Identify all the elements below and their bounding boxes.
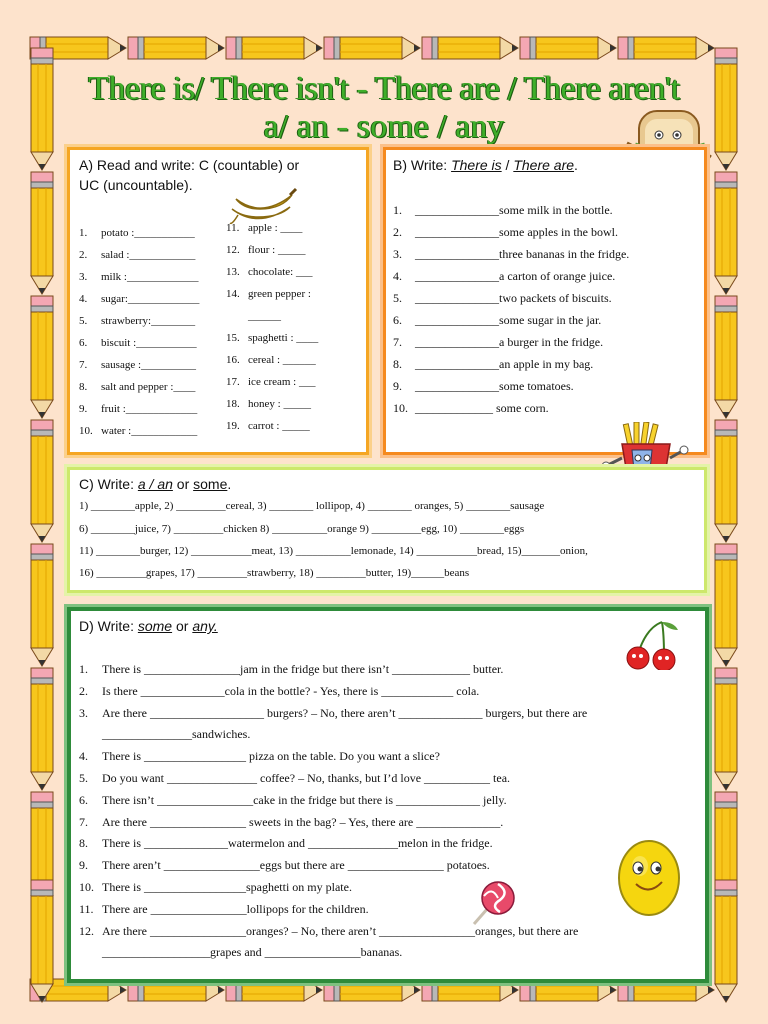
item-text: _____________ some corn. (415, 401, 549, 415)
item-text: ______________some tomatoes. (415, 379, 574, 393)
item-number: 3. (79, 271, 88, 283)
item-number: 10. (79, 879, 94, 894)
item-number: 9. (79, 403, 88, 415)
item-text: ______________some sugar in the jar. (415, 313, 602, 327)
item-text: ______________two packets of biscuits. (415, 291, 612, 305)
section-a-item (79, 227, 219, 249)
item-text: Are there ___________________ burgers? – No, there aren’t ______________ burgers, but there are (102, 705, 588, 720)
section-a-item (226, 332, 356, 354)
section-a-item (79, 271, 219, 293)
item-number: 7. (79, 359, 88, 371)
section-a-item (79, 293, 219, 315)
item-number: 7. (79, 814, 88, 829)
section-a-item (226, 376, 356, 398)
section-d-heading: D) Write: some or any. (79, 618, 218, 634)
item-number: 5. (79, 770, 88, 785)
item-number: 4. (393, 269, 402, 283)
section-a-item (226, 244, 356, 266)
item-number: 3. (79, 705, 88, 720)
item-number: 5. (79, 315, 88, 327)
item-text: ______________an apple in my bag. (415, 357, 594, 371)
section-a-item (226, 310, 356, 332)
item-text: biscuit :___________ (101, 337, 197, 349)
item-text: fruit :_____________ (101, 403, 198, 415)
item-number: 19. (226, 420, 240, 432)
item-text: ______________a carton of orange juice. (415, 269, 616, 283)
item-number: 2. (79, 249, 88, 261)
section-b-item (393, 357, 693, 379)
item-number: 6. (393, 313, 402, 327)
item-number: 18. (226, 398, 240, 410)
item-text: Are there ________________ sweets in the bag? – Yes, there are ______________. (102, 814, 504, 829)
item-text: chocolate: ___ (248, 266, 313, 278)
section-c-line: 11) ________burger, 12) ___________meat, 13) __________lemonade, 14) ___________bread, 15)_______onion, (79, 545, 588, 557)
section-b-item (393, 291, 693, 313)
item-number: 8. (79, 836, 88, 851)
section-a-item (79, 359, 219, 381)
section-b-item (393, 247, 693, 269)
item-text: milk :_____________ (101, 271, 199, 283)
page-subtitle: a/ an - some / any (263, 108, 505, 145)
item-text: There is ______________watermelon and _______________melon in the fridge. (102, 836, 493, 851)
section-b-item (393, 225, 693, 247)
section-a-right-list (226, 222, 356, 442)
section-a-item (79, 249, 219, 271)
item-text: green pepper : (248, 288, 311, 300)
section-a-item (79, 315, 219, 337)
item-number: 10. (79, 425, 93, 437)
item-text: ______ (248, 310, 281, 322)
section-a-item (226, 222, 356, 244)
item-text: ice cream : ___ (248, 376, 316, 388)
section-b-list (393, 203, 693, 423)
section-b-item (393, 335, 693, 357)
item-text: There is ________________jam in the fridge but there isn’t _____________ butter. (102, 662, 504, 676)
section-c-line: 16) _________grapes, 17) _________strawberry, 18) _________butter, 19)______beans (79, 567, 470, 579)
section-a-item (79, 337, 219, 359)
item-number: 8. (393, 357, 402, 371)
item-number: 5. (393, 291, 402, 305)
item-text: carrot : _____ (248, 420, 310, 432)
item-text: spaghetti : ____ (248, 332, 319, 344)
item-number: 1. (393, 203, 402, 217)
item-text: Do you want _______________ coffee? – No, thanks, but I’d love ___________ tea. (102, 770, 511, 785)
item-text: strawberry:________ (101, 315, 196, 327)
item-number: 8. (79, 381, 88, 393)
item-number: 9. (393, 379, 402, 393)
item-number: 3. (393, 247, 402, 261)
lemon-icon (614, 838, 684, 918)
section-a-item (226, 354, 356, 376)
item-text: There are ________________lollipops for the children. (102, 901, 369, 916)
item-text: salad :____________ (101, 249, 196, 261)
item-number: 4. (79, 749, 88, 764)
section-a-item (79, 381, 219, 403)
item-text: sugar:_____________ (101, 293, 200, 305)
item-text: water :____________ (101, 425, 198, 437)
page-title: There is/ There isn't - There are / There aren't (88, 70, 680, 107)
item-number: 16. (226, 354, 240, 366)
item-text: ______________some apples in the bowl. (415, 225, 618, 239)
section-c-line: 1) ________apple, 2) _________cereal, 3) ________ lollipop, 4) ________ oranges, 5) ________sausage (79, 500, 545, 512)
section-b-item (393, 379, 693, 401)
item-text: There isn’t ________________cake in the fridge but there is ______________ jelly. (102, 792, 507, 807)
item-number: 1. (79, 662, 88, 676)
item-number: 1. (79, 227, 88, 239)
item-text: ______________a burger in the fridge. (415, 335, 604, 349)
section-b-item (393, 313, 693, 335)
item-text: _______________sandwiches. (102, 727, 251, 742)
item-text: potato :___________ (101, 227, 195, 239)
item-number: 14. (226, 288, 240, 300)
item-text: __________________grapes and ________________bananas. (102, 945, 403, 960)
item-text: ______________some milk in the bottle. (415, 203, 613, 217)
item-number: 17. (226, 376, 240, 388)
section-a-item (226, 266, 356, 288)
section-c-line: 6) ________juice, 7) _________chicken 8) __________orange 9) _________egg, 10) ________eggs (79, 523, 525, 535)
section-a-item (226, 398, 356, 420)
item-text: Are there ________________oranges? – No, there aren’t ________________oranges, but there are (102, 923, 579, 938)
item-number: 15. (226, 332, 240, 344)
section-a-item (79, 403, 219, 425)
item-text: apple : ____ (248, 222, 303, 234)
section-a-heading: A) Read and write: C (countable) or UC (uncountable). (79, 157, 300, 193)
section-a-item (226, 288, 356, 310)
item-number: 12. (79, 923, 94, 938)
item-text: salt and pepper :____ (101, 381, 196, 393)
item-number: 12. (226, 244, 240, 256)
item-number: 6. (79, 337, 88, 349)
item-number: 7. (393, 335, 402, 349)
item-number: 4. (79, 293, 88, 305)
item-number: 13. (226, 266, 240, 278)
item-text: sausage :__________ (101, 359, 197, 371)
section-a-item (79, 425, 219, 447)
item-number: 6. (79, 792, 88, 807)
item-number: 2. (79, 683, 88, 698)
item-text: honey : _____ (248, 398, 311, 410)
section-b-heading: B) Write: There is / There are. (393, 157, 578, 173)
item-number: 11. (79, 901, 94, 916)
section-b-item (393, 401, 693, 423)
item-number: 9. (79, 858, 88, 873)
item-text: There is _________________spaghetti on my plate. (102, 879, 352, 894)
item-text: flour : _____ (248, 244, 306, 256)
section-a-item (226, 420, 356, 442)
item-text: There aren’t ________________eggs but there are ________________ potatoes. (102, 858, 490, 873)
section-c-heading: C) Write: a / an or some. (79, 476, 232, 492)
lollipop-icon (470, 878, 520, 928)
cherries-icon (622, 620, 682, 670)
item-text: cereal : ______ (248, 354, 316, 366)
item-text: Is there ______________cola in the bottle? - Yes, there is ____________ cola. (102, 683, 480, 698)
section-a-left-list (79, 227, 219, 447)
item-number: 2. (393, 225, 402, 239)
section-b-item (393, 269, 693, 291)
item-number: 11. (226, 222, 240, 234)
item-text: There is _________________ pizza on the table. Do you want a slice? (102, 749, 440, 764)
section-b-item (393, 203, 693, 225)
item-text: ______________three bananas in the fridge. (415, 247, 630, 261)
item-number: 10. (393, 401, 408, 415)
